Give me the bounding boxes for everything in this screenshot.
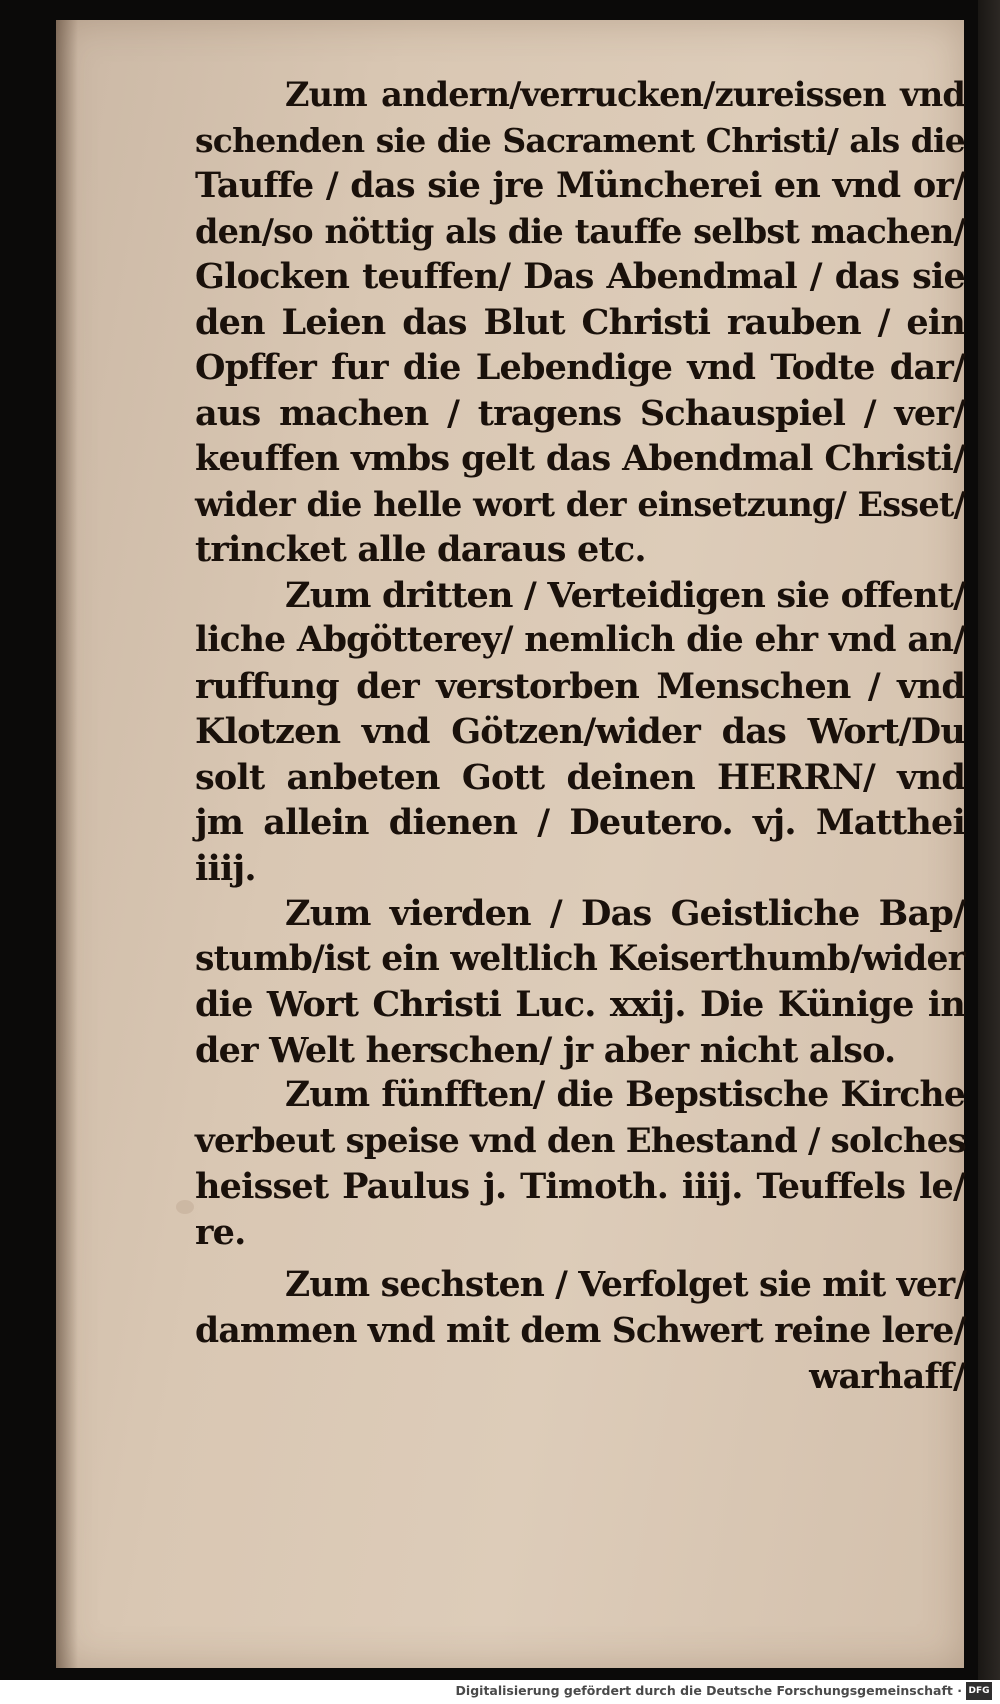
- text-line: liche Abgötterey/ nemlich die ehr vnd an/: [195, 620, 965, 660]
- text-line: stumb/ist ein weltlich Keiserthumb/wider: [195, 938, 965, 979]
- text-line: die Wort Christi Luc. xxij. Die Künige in: [195, 984, 965, 1025]
- text-line: Klotzen vnd Götzen/wider das Wort/Du: [195, 711, 965, 752]
- text-line: jm allein dienen / Deutero. vj. Matthei: [195, 802, 965, 843]
- dfg-logo: DFG: [966, 1682, 992, 1700]
- text-line: schenden sie die Sacrament Christi/ als die: [195, 120, 965, 160]
- page-edge: [978, 0, 1000, 1704]
- text-line: Tauffe / das sie jre Müncherei en vnd or/: [195, 165, 965, 206]
- text-line: Zum vierden / Das Geistliche Bap/: [285, 893, 965, 934]
- text-line: der Welt herschen/ jr aber nicht also.: [195, 1029, 896, 1071]
- text-line: dammen vnd mit dem Schwert reine lere/: [195, 1310, 966, 1351]
- text-line: Glocken teuffen/ Das Abendmal / das sie: [195, 256, 965, 297]
- text-line: iiij.: [195, 847, 256, 889]
- text-line: den/so nöttig als die tauffe selbst machen/: [195, 211, 965, 251]
- text-line: den Leien das Blut Christi rauben / ein: [195, 301, 965, 343]
- text-line: Zum dritten / Verteidigen sie offent/: [285, 574, 966, 616]
- text-line: Opffer fur die Lebendige vnd Todte dar/: [195, 347, 965, 388]
- digitization-footer: [0, 1680, 1000, 1704]
- text-line: Zum fünfften/ die Bepstische Kirche: [285, 1075, 965, 1115]
- text-line: re.: [195, 1211, 246, 1253]
- text-line: Zum andern/verrucken/zureissen vnd: [285, 75, 965, 114]
- funding-credit: Digitalisierung gefördert durch die Deutsche Forschungsgemeinschaft ·: [455, 1683, 962, 1698]
- text-line: Zum sechsten / Verfolget sie mit ver/: [285, 1265, 967, 1305]
- text-line: heisset Paulus j. Timoth. iiij. Teuffels le/: [195, 1166, 965, 1207]
- text-line: keuffen vmbs gelt das Abendmal Christi/: [195, 438, 965, 479]
- page-text: [195, 72, 965, 1400]
- text-line: aus machen / tragens Schauspiel / ver/: [195, 392, 965, 434]
- text-line: verbeut speise vnd den Ehestand / solches: [195, 1120, 966, 1161]
- paper-stain: [176, 1200, 194, 1214]
- catchword: warhaff/: [809, 1356, 965, 1397]
- text-line: ruffung der verstorben Menschen / vnd: [195, 665, 965, 707]
- page-gutter-shadow: [56, 20, 78, 1668]
- text-line: trincket alle daraus etc.: [195, 529, 646, 570]
- text-line: wider die helle wort der einsetzung/ Esset/: [195, 484, 965, 524]
- text-line: solt anbeten Gott deinen HERRN/ vnd: [195, 756, 965, 798]
